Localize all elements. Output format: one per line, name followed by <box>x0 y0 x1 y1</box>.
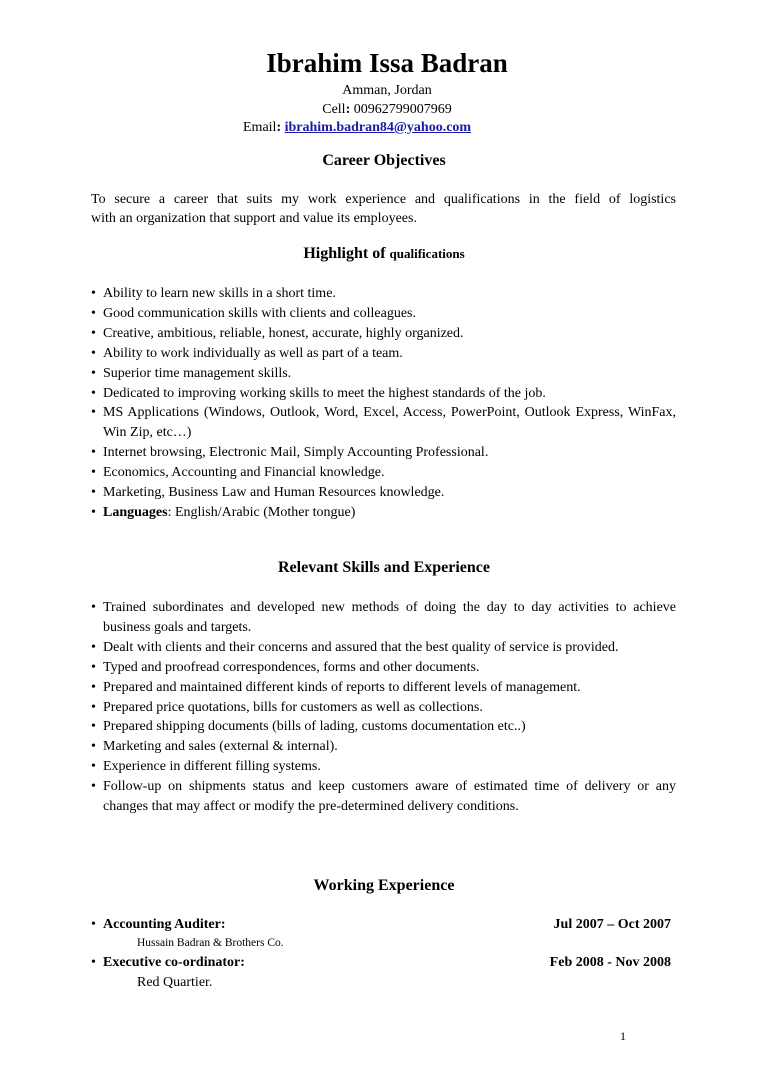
list-item: • Prepared and maintained different kinds of reports to different levels of management. <box>91 678 676 698</box>
resume-name: Ibrahim Issa Badran <box>266 48 508 78</box>
skills-heading: Relevant Skills and Experience <box>277 559 490 576</box>
career-objectives-heading: Career Objectives <box>322 152 446 169</box>
job-title: Accounting Auditer: <box>103 917 226 932</box>
skills-list <box>91 598 676 817</box>
list-item: • Follow-up on shipments status and keep customers aware of estimated time of delivery or any changes that may affect or modify the pre-determined delivery conditions. <box>91 777 676 817</box>
qualifications-heading <box>0 245 768 263</box>
job-company: Red Quartier. <box>137 975 213 990</box>
cell-label: Cell <box>322 102 346 117</box>
list-item: • Experience in different filling systems. <box>91 757 676 777</box>
languages-label: Languages <box>103 504 168 520</box>
list-item: • Trained subordinates and developed new methods of doing the day to day activities to achieve business goals and targets. <box>91 598 676 638</box>
cell-phone <box>0 102 768 118</box>
cell-value: 00962799007969 <box>353 102 452 117</box>
work-heading: Working Experience <box>313 877 455 894</box>
job-dates: Jul 2007 – Oct 2007 <box>553 917 671 932</box>
career-objective-line-2: with an organization that support and value its employees. <box>91 211 417 226</box>
list-item: • Economics, Accounting and Financial knowledge. <box>91 463 676 483</box>
job-dates: Feb 2008 - Nov 2008 <box>549 955 671 970</box>
list-item: • Good communication skills with clients and colleagues. <box>91 304 676 324</box>
languages-item <box>91 503 676 523</box>
career-objective-text <box>91 190 676 228</box>
list-item: • Superior time management skills. <box>91 364 676 384</box>
job-row <box>91 917 676 937</box>
list-item: • Prepared shipping documents (bills of lading, customs documentation etc..) <box>91 717 676 737</box>
list-item: • Internet browsing, Electronic Mail, Simply Accounting Professional. <box>91 443 676 463</box>
address: Amman, Jordan <box>342 83 432 98</box>
job-title: Executive co-ordinator: <box>103 955 245 970</box>
qualifications-heading-small: qualifications <box>389 246 465 261</box>
list-item: • Prepared price quotations, bills for customers as well as collections. <box>91 698 676 718</box>
job-row <box>91 955 676 975</box>
list-item: • Ability to learn new skills in a short time. <box>91 284 676 304</box>
list-item: • Dedicated to improving working skills to meet the highest standards of the job. <box>91 384 676 404</box>
email-link[interactable]: ibrahim.badran84@yahoo.com <box>284 120 472 135</box>
languages-value: : English/Arabic (Mother tongue) <box>167 504 356 520</box>
list-item: • Dealt with clients and their concerns and assured that the best quality of service is provided. <box>91 638 676 658</box>
email-label: Email <box>243 120 277 135</box>
list-item: • Creative, ambitious, reliable, honest, accurate, highly organized. <box>91 324 676 344</box>
work-list <box>91 917 676 995</box>
email-line <box>243 120 471 136</box>
list-item: • MS Applications (Windows, Outlook, Word, Excel, Access, PowerPoint, Outlook Express, WinFax, Win Zip, etc…) <box>91 403 676 443</box>
list-item: • Typed and proofread correspondences, forms and other documents. <box>91 658 676 678</box>
job-company: Hussain Badran & Brothers Co. <box>137 937 284 949</box>
email-separator: : <box>276 120 282 135</box>
list-item: • Marketing, Business Law and Human Resources knowledge. <box>91 483 676 503</box>
qualifications-list <box>91 284 676 523</box>
cell-separator: : <box>345 102 351 117</box>
page-number: 1 <box>620 1029 626 1043</box>
list-item: • Marketing and sales (external & internal). <box>91 737 676 757</box>
qualifications-heading-main: Highlight of <box>303 245 386 262</box>
career-objective-line-1: To secure a career that suits my work experience and qualifications in the field of logistics <box>91 192 676 207</box>
list-item: • Ability to work individually as well as part of a team. <box>91 344 676 364</box>
